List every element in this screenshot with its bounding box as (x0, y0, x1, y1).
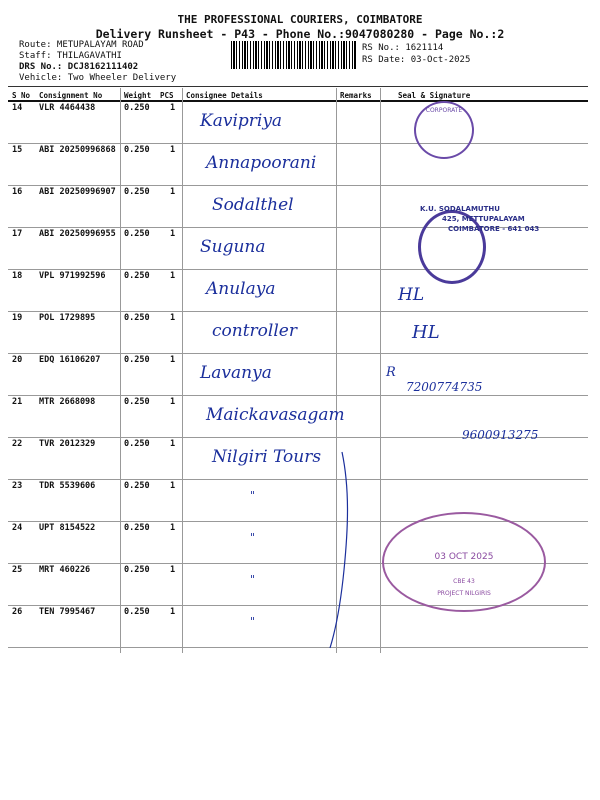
row-consignment-no: ABI 20250996907 (39, 187, 116, 197)
stamp-line-3: COIMBATORE - 641 043 (448, 225, 540, 233)
row-weight: 0.250 (124, 607, 150, 617)
stamp-line-1: K.U. SODALAMUTHU (420, 205, 500, 213)
row-consignee-handwritten: Maickavasagam (206, 405, 345, 425)
corporate-stamp (414, 101, 474, 159)
row-weight: 0.250 (124, 439, 150, 449)
document-subtitle: Delivery Runsheet - P43 - Phone No.:9047080280 - Page No.:2 (95, 27, 505, 41)
row-consignment-no: UPT 8154522 (39, 523, 96, 533)
row-consignee-handwritten: Suguna (200, 237, 266, 257)
row-sno: 21 (12, 397, 23, 407)
signature-hl-1: HL (398, 285, 425, 305)
row-pcs: 1 (170, 481, 176, 491)
row-pcs: 1 (170, 355, 176, 365)
row-consignee-handwritten: Annapoorani (206, 153, 317, 173)
row-consignment-no: TVR 2012329 (39, 439, 96, 449)
row-divider (8, 647, 588, 648)
row-pcs: 1 (170, 229, 176, 239)
vehicle-text: Vehicle: Two Wheeler Delivery (19, 73, 177, 83)
row-weight: 0.250 (124, 523, 150, 533)
row-sno: 22 (12, 439, 23, 449)
ditto-line (320, 450, 360, 650)
document-title: THE PROFESSIONAL COURIERS, COIMBATORE (177, 13, 423, 26)
row-pcs: 1 (170, 397, 176, 407)
row-divider (8, 353, 588, 354)
post-office-date-stamp (382, 512, 546, 612)
table-header-rule (8, 100, 588, 102)
column-header-sno: S No (12, 91, 31, 100)
row-weight: 0.250 (124, 355, 150, 365)
barcode (231, 41, 357, 69)
row-consignment-no: MRT 460226 (39, 565, 91, 575)
row-divider (8, 143, 588, 144)
column-divider (182, 88, 183, 653)
signature-r: R (386, 365, 396, 380)
row-sno: 17 (12, 229, 23, 239)
row-weight: 0.250 (124, 397, 150, 407)
rs-date: RS Date: 03-Oct-2025 (362, 55, 471, 65)
column-header-seal-signature: Seal & Signature (398, 91, 471, 100)
row-consignee-handwritten: " (250, 615, 256, 628)
row-pcs: 1 (170, 607, 176, 617)
signature-hl-2: HL (412, 322, 440, 343)
date-stamp-text: 03 OCT 2025 (434, 552, 494, 562)
row-sno: 20 (12, 355, 23, 365)
row-sno: 19 (12, 313, 23, 323)
table-top-rule (8, 86, 588, 87)
row-consignment-no: VLR 4464438 (39, 103, 96, 113)
row-consignee-handwritten: Anulaya (206, 279, 276, 299)
row-consignee-handwritten: Kavipriya (200, 111, 283, 131)
row-pcs: 1 (170, 103, 176, 113)
row-consignee-handwritten: " (250, 573, 256, 586)
row-sno: 18 (12, 271, 23, 281)
staff-text: Staff: THILAGAVATHI (19, 51, 122, 61)
row-consignee-handwritten: " (250, 531, 256, 544)
row-divider (8, 311, 588, 312)
row-pcs: 1 (170, 187, 176, 197)
row-weight: 0.250 (124, 565, 150, 575)
row-weight: 0.250 (124, 229, 150, 239)
row-sno: 26 (12, 607, 23, 617)
column-divider (380, 88, 381, 653)
nilgiris-stamp-text: PROJECT NILGIRIS (437, 590, 491, 597)
row-consignment-no: VPL 971992596 (39, 271, 106, 281)
row-sno: 24 (12, 523, 23, 533)
row-consignee-handwritten: Lavanya (200, 363, 272, 383)
column-header-weight: Weight (124, 91, 152, 100)
row-divider (8, 395, 588, 396)
route-text: Route: METUPALAYAM ROAD (19, 40, 144, 50)
row-pcs: 1 (170, 271, 176, 281)
rs-number: RS No.: 1621114 (362, 43, 444, 53)
row-sno: 15 (12, 145, 23, 155)
sodalamuthu-address-stamp (420, 204, 539, 234)
row-weight: 0.250 (124, 145, 150, 155)
row-divider (8, 185, 588, 186)
drs-text: DRS No.: DCJ8162111402 (19, 62, 139, 72)
row-pcs: 1 (170, 145, 176, 155)
row-sno: 23 (12, 481, 23, 491)
column-header-remarks: Remarks (340, 91, 372, 100)
row-weight: 0.250 (124, 187, 150, 197)
row-sno: 14 (12, 103, 23, 113)
row-consignment-no: POL 1729895 (39, 313, 96, 323)
row-pcs: 1 (170, 313, 176, 323)
handwritten-phone-1: 7200774735 (406, 380, 483, 394)
row-consignee-handwritten: Sodalthel (212, 195, 294, 215)
column-divider (120, 88, 121, 653)
row-divider (8, 269, 588, 270)
row-weight: 0.250 (124, 271, 150, 281)
row-consignment-no: TEN 7995467 (39, 607, 96, 617)
row-pcs: 1 (170, 439, 176, 449)
column-header-consignee: Consignee Details (186, 91, 263, 100)
corporate-stamp-text: CORPORATE (425, 107, 463, 114)
cbe-stamp-text: CBE 43 (453, 578, 475, 585)
row-consignee-handwritten: Nilgiri Tours (212, 447, 322, 467)
column-header-consignment: Consignment No (39, 91, 103, 100)
row-weight: 0.250 (124, 481, 150, 491)
row-sno: 16 (12, 187, 23, 197)
stamp-line-2: 425, METTUPALAYAM (442, 215, 525, 223)
row-consignment-no: ABI 20250996955 (39, 229, 116, 239)
row-pcs: 1 (170, 523, 176, 533)
row-consignee-handwritten: controller (212, 321, 297, 341)
column-header-pcs: PCS (160, 91, 174, 100)
row-consignment-no: TDR 5539606 (39, 481, 96, 491)
row-consignment-no: MTR 2668098 (39, 397, 96, 407)
row-divider (8, 479, 588, 480)
row-sno: 25 (12, 565, 23, 575)
row-weight: 0.250 (124, 313, 150, 323)
row-consignment-no: ABI 20250996868 (39, 145, 116, 155)
handwritten-phone-2: 9600913275 (462, 428, 539, 442)
row-pcs: 1 (170, 565, 176, 575)
row-consignee-handwritten: " (250, 489, 256, 502)
row-consignment-no: EDQ 16106207 (39, 355, 101, 365)
row-weight: 0.250 (124, 103, 150, 113)
